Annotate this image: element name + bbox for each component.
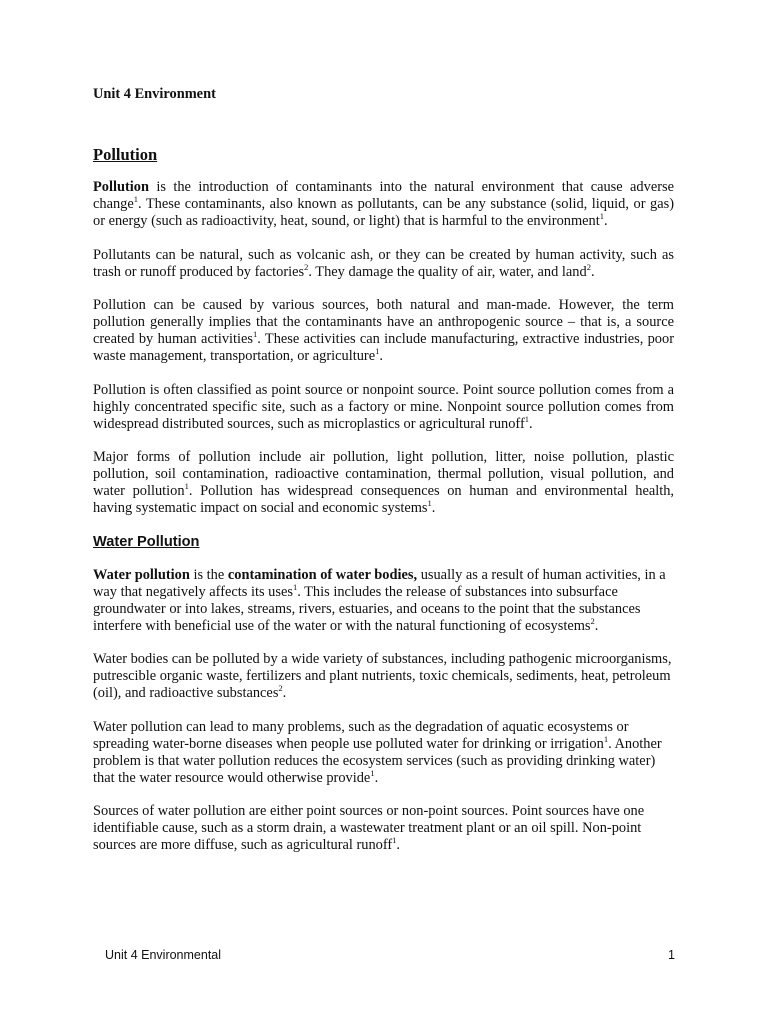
citation-superscript: 1 xyxy=(292,581,298,592)
text-run: . Pollution has widespread consequences on human and environmental health, having systematic impact on social and economic systems xyxy=(93,483,675,516)
citation-superscript: 2 xyxy=(586,261,591,272)
paragraph xyxy=(93,567,674,635)
citation-superscript: 2 xyxy=(590,615,595,626)
document-body xyxy=(93,86,674,871)
citation-superscript: 1 xyxy=(427,498,432,509)
citation-superscript: 2 xyxy=(304,261,309,272)
unit-title: Unit 4 Environment xyxy=(93,86,216,102)
citation-superscript: 1 xyxy=(599,211,604,222)
paragraph xyxy=(93,247,674,281)
text-run: Pollution can be caused by various sources, both natural and man-made. However, the term pollution generally implies that the contaminants have an anthropogenic source – that is, a source created by human activities xyxy=(93,297,674,347)
paragraph xyxy=(93,382,674,433)
bold-term: contamination of water bodies, xyxy=(227,566,418,583)
text-run: . They damage the quality of air, water, and land xyxy=(308,263,587,280)
citation-superscript: 1 xyxy=(524,413,529,424)
text-run: Water bodies can be polluted by a wide variety of substances, including pathogenic microorganisms, putrescible organic waste, fertilizers and plant nutrients, toxic chemicals, sediments, heat, petroleum (oil), and radioactive substances xyxy=(93,651,672,701)
text-run: . Another problem is that water pollution reduces the ecosystem services (such as providing drinking water) that the water resource would otherwise provide xyxy=(93,735,662,786)
text-run: . These contaminants, also known as pollutants, can be any substance (solid, liquid, or gas) or energy (such as radioactivity, heat, sound, or light) that is harmful to the environment xyxy=(93,196,674,229)
citation-superscript: 1 xyxy=(603,733,609,744)
page-number: 1 xyxy=(668,948,675,962)
text-run: . xyxy=(379,348,383,364)
paragraph xyxy=(93,719,674,787)
citation-superscript: 1 xyxy=(370,767,375,778)
citation-superscript: 1 xyxy=(184,481,189,492)
text-run: Pollution is often classified as point source or nonpoint source. Point source pollution comes from a highly concentrated specific site, such as a factory or mine. Nonpoint source pollution comes from widespread distributed sources, such as microplastics or agricultural runoff xyxy=(93,381,674,432)
text-run: . This includes the release of substances into subsurface groundwater or into lakes, streams, rivers, estuaries, and oceans to the point that the substances interfere with beneficial use of the water or with the natural functioning of ecosystems xyxy=(93,583,641,634)
text-run: . xyxy=(374,769,379,786)
citation-superscript: 1 xyxy=(375,346,380,357)
text-run: . xyxy=(528,415,533,432)
section-heading-water-pollution: Water Pollution xyxy=(93,533,200,550)
text-run: Major forms of pollution include air pollution, light pollution, litter, noise pollution, plastic pollution, soil contamination, radioactive contamination, thermal pollution, visual pollution, and water pollution xyxy=(93,449,674,499)
text-run: Sources of water pollution are either point sources or non-point sources. Point sources have one identifiable cause, such as a storm drain, a wastewater treatment plant or an oil spill. Non-point sources are more diffuse, such as agricultural runoff xyxy=(93,803,645,853)
citation-superscript: 2 xyxy=(278,683,283,694)
bold-term: Water pollution xyxy=(93,566,190,583)
citation-superscript: 1 xyxy=(253,329,258,340)
text-run: . xyxy=(396,837,401,853)
paragraph xyxy=(93,297,674,365)
text-run: Water pollution can lead to many problems, such as the degradation of aquatic ecosystems or spreading water-borne diseases when people use polluted water for drinking or irrigation xyxy=(93,718,629,752)
text-run: . xyxy=(604,213,608,229)
paragraph xyxy=(93,179,674,230)
text-run: . xyxy=(594,617,599,634)
paragraph xyxy=(93,449,674,517)
section-water-pollution xyxy=(93,534,674,855)
bold-term: Pollution xyxy=(93,179,149,195)
text-run: . xyxy=(282,685,287,701)
citation-superscript: 1 xyxy=(392,835,397,846)
section-heading-pollution: Pollution xyxy=(93,145,158,164)
footer-title: Unit 4 Environmental xyxy=(105,948,222,962)
text-run: Pollutants can be natural, such as volcanic ash, or they can be created by human activity, such as trash or runoff produced by factories xyxy=(93,246,674,280)
citation-superscript: 1 xyxy=(133,194,138,205)
text-run: is the introduction of contaminants into the natural environment that cause adverse change xyxy=(93,179,674,212)
paragraph xyxy=(93,803,674,854)
text-run: . These activities can include manufacturing, extractive industries, poor waste management, transportation, or agriculture xyxy=(93,331,674,364)
text-run: usually as a result of human activities, in a way that negatively affects its uses xyxy=(93,566,666,600)
text-run: . xyxy=(590,263,595,280)
text-run: is the xyxy=(189,566,228,583)
paragraph xyxy=(93,651,674,702)
section-pollution xyxy=(93,146,674,517)
text-run: . xyxy=(431,500,436,516)
